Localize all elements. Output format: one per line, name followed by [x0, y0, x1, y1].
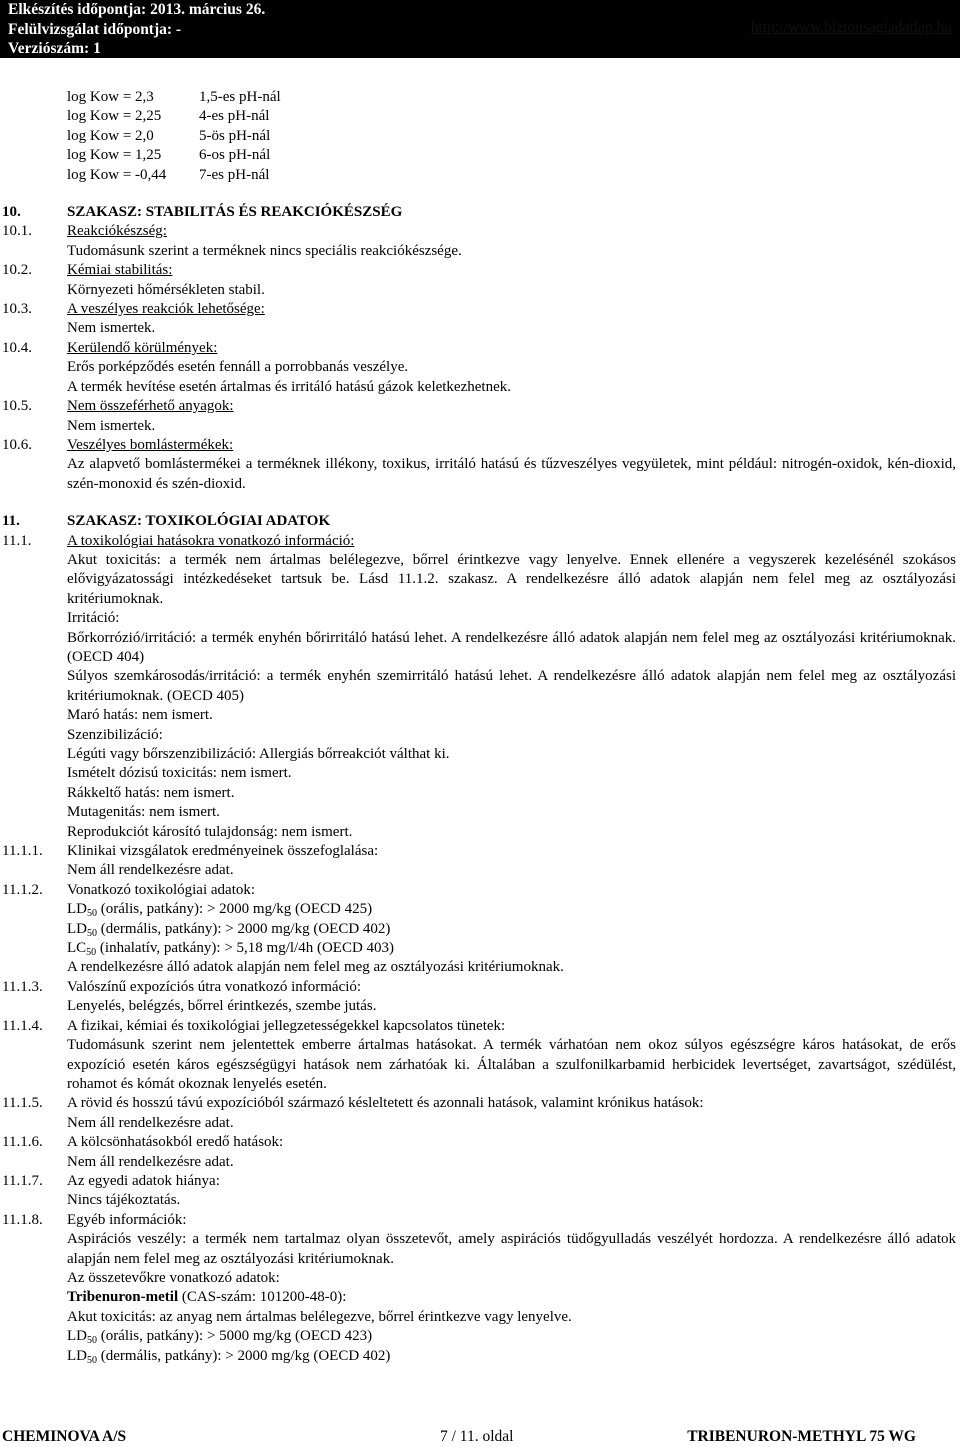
subsection-10-5: 10.5. Nem összeférhető anyagok: Nem ismertek. — [0, 397, 960, 436]
header-info — [8, 0, 265, 59]
ld-value: $LD_{50}$ (dermális, patkány): > 2000 mg/kg (OECD 402) — [67, 1347, 391, 1366]
subsection-11-1-2: 11.1.2. Vonatkozó toxikológiai adatok: $LD_{50}$ (orális, patkány): > 2000 mg/kg (OECD 425) $LD_{50}$ (dermális, patkány): > 2000 mg/kg (OECD 402) $LC_{50}$ (inhalatív, patkány): > 5,18 mg/l/4h (OECD 403) A rendelkezésre álló adatok alapján nem felel meg az osztályozási kritériumoknak. — [0, 881, 960, 978]
subsection-title: Kémiai stabilitás: — [67, 262, 173, 279]
page-footer — [0, 1427, 960, 1447]
logkow-row: log Kow = 2,25 4-es pH-nál — [67, 108, 270, 125]
subsection-title: A kölcsönhatásokból eredő hatások: — [67, 1134, 284, 1151]
logkow-row: log Kow = -0,44 7-es pH-nál — [67, 166, 270, 183]
ld-value: $LD_{50}$ (orális, patkány): > 5000 mg/kg (OECD 423) — [67, 1328, 373, 1347]
subsection-title: Veszélyes bomlástermékek: — [67, 436, 234, 453]
subsection-10-2: 10.2. Kémiai stabilitás: Környezeti hőmérsékleten stabil. — [0, 261, 960, 300]
subsection-title: A toxikológiai hatásokra vonatkozó információ: — [67, 532, 355, 549]
subsection-title: Klinikai vizsgálatok eredményeinek összefoglalása: — [67, 843, 379, 860]
version-number: Verziószám: 1 — [8, 40, 101, 57]
subsection-11-1-8: 11.1.8. Egyéb információk: Aspirációs veszély: a termék nem tartalmaz olyan összetevőt, amely aspirációs tüdőgyulladás veszélyét hordozza. A rendelkezésre álló adatok alapján nem felel meg az osztályozási kritériumoknak. Az összetevőkre vonatkozó adatok: Tribenuron-metil (CAS-szám: 101200-48-0): Akut toxicitás: az anyag nem ártalmas belélegezve, bőrrel érintkezve vagy lenyelve. $LD_{50}$ (orális, patkány): > 5000 mg/kg (OECD 423) $LD_{50}$ (dermális, patkány): > 2000 mg/kg (OECD 402) — [2, 1211, 956, 1366]
footer-company: CHEMINOVA A/S — [2, 1428, 127, 1445]
subsection-title: A rövid és hosszú távú expozícióból származó késleltetett és azonnali hatások, valamint krónikus hatások: — [67, 1095, 704, 1112]
subsection-11-1-3: 11.1.3. Valószínű expozíciós útra vonatkozó információ: Lenyelés, belégzés, bőrrel érintkezés, szembe jutás. — [0, 978, 960, 1017]
revised-date: Felülvizsgálat időpontja: - — [8, 20, 182, 38]
subsection-title: A fizikai, kémiai és toxikológiai jellegzetességekkel kapcsolatos tünetek: — [67, 1017, 506, 1034]
logkow-table — [0, 88, 960, 185]
footer-page-number: 7 / 11. oldal — [440, 1428, 514, 1445]
ld-value: $LD_{50}$ (orális, patkány): > 2000 mg/kg (OECD 425) — [67, 901, 373, 920]
subsection-10-1: 10.1. Reakciókészség: Tudomásunk szerint a terméknek nincs speciális reakciókészsége. — [0, 222, 960, 261]
subsection-title: Valószínű expozíciós útra vonatkozó információ: — [67, 978, 362, 995]
subsection-title: Reakciókészség: — [67, 223, 167, 240]
document-body — [0, 88, 960, 1366]
ld-value: $LD_{50}$ (dermális, patkány): > 2000 mg/kg (OECD 402) — [67, 920, 391, 939]
subsection-11-1-4: 11.1.4. A fizikai, kémiai és toxikológiai jellegzetességekkel kapcsolatos tünetek: Tudomásunk szerint nem jelentettek emberre ártalmas hatásokat. A termék várhatóan nem okoz súlyos egészségre káros hatásokat, de erős expozíció esetén káros egészségügyi hatások nem zárhatóak ki. Általában a szulfonilkarbamid herbicidek levertséget, zavartságot, szédülést, rohamot és kómát okoznak lenyelés esetén. — [2, 1017, 956, 1092]
section-10-heading: 10. SZAKASZ: STABILITÁS ÉS REAKCIÓKÉSZSÉG — [2, 204, 403, 221]
subsection-11-1-7: 11.1.7. Az egyedi adatok hiánya: Nincs tájékoztatás. — [0, 1172, 960, 1211]
subsection-title: Az egyedi adatok hiánya: — [67, 1172, 220, 1189]
lc-value: $LC_{50}$ (inhalatív, patkány): > 5,18 mg/l/4h (OECD 403) — [67, 940, 395, 959]
created-date: Elkészítés időpontja: 2013. március 26. — [8, 1, 266, 18]
subsection-title: Egyéb információk: — [67, 1211, 187, 1228]
header-url-link[interactable]: http://www.biztonsagiadatlap.hu — [750, 19, 952, 36]
component-name: Tribenuron-metil (CAS-szám: 101200-48-0): — [67, 1289, 347, 1306]
logkow-row: log Kow = 2,3 1,5-es pH-nál — [67, 89, 281, 105]
logkow-row: log Kow = 1,25 6-os pH-nál — [67, 147, 271, 164]
subsection-11-1-6: 11.1.6. A kölcsönhatásokból eredő hatások: Nem áll rendelkezésre adat. — [0, 1133, 960, 1172]
subsection-title: A veszélyes reakciók lehetősége: — [67, 301, 265, 318]
footer-product: TRIBENURON-METHYL 75 WG — [687, 1428, 916, 1445]
subsection-title: Kerülendő körülmények: — [67, 339, 218, 356]
subsection-10-3: 10.3. A veszélyes reakciók lehetősége: Nem ismertek. — [0, 300, 960, 339]
subsection-10-6: 10.6. Veszélyes bomlástermékek: Az alapvető bomlástermékei a terméknek illékony, toxikus, irritáló hatású és tűzveszélyes vegyületek, mint például: nitrogén-oxidok, kén-dioxid, szén-monoxid és szén-dioxid. — [2, 436, 956, 492]
subsection-title: Nem összeférhető anyagok: — [67, 398, 234, 415]
section-11-heading: 11. SZAKASZ: TOXIKOLÓGIAI ADATOK — [2, 513, 331, 530]
subsection-11-1-5: 11.1.5. A rövid és hosszú távú expozícióból származó késleltetett és azonnali hatások, valamint krónikus hatások: Nem áll rendelkezésre adat. — [0, 1094, 960, 1133]
subsection-title: Vonatkozó toxikológiai adatok: — [67, 881, 256, 898]
page-header — [0, 0, 960, 58]
subsection-11-1-1: 11.1.1. Klinikai vizsgálatok eredményeinek összefoglalása: Nem áll rendelkezésre adat. — [0, 842, 960, 881]
subsection-10-4: 10.4. Kerülendő körülmények: Erős porképződés esetén fennáll a porrobbanás veszélye. A termék hevítése esetén ártalmas és irritáló hatású gázok keletkezhetnek. — [0, 339, 960, 397]
subsection-11-1: 11.1. A toxikológiai hatásokra vonatkozó információ: Akut toxicitás: a termék nem ártalmas belélegezve, bőrrel érintkezve vagy lenyelve. Ennek ellenére a vegyszerek kezelésénél szokásos elővigyázatossági intézkedéseket tartsuk be. Lásd 11.1.2. szakasz. A rendelkezésre álló adatok alapján nem felel meg az osztályozási kritériumoknak. Irritáció: Bőrkorrózió/irritáció: a termék enyhén bőrirritáló hatású lehet. A rendelkezésre álló adatok alapján nem felel meg az osztályozási kritériumoknak. (OECD 404) Súlyos szemkárosodás/irritáció: a termék enyhén szemirritáló hatású lehet. A rendelkezésre álló adatok alapján nem felel meg az osztályozási kritériumoknak. (OECD 405) Maró hatás: nem ismert. Szenzibilizáció: Légúti vagy bőrszenzibilizáció: Allergiás bőrreakciót válthat ki. Ismételt dózisú toxicitás: nem ismert. Rákkeltő hatás: nem ismert. Mutagenitás: nem ismert. Reprodukciót károsító tulajdonság: nem ismert. — [2, 532, 956, 840]
logkow-row: log Kow = 2,0 5-ös pH-nál — [67, 127, 271, 144]
